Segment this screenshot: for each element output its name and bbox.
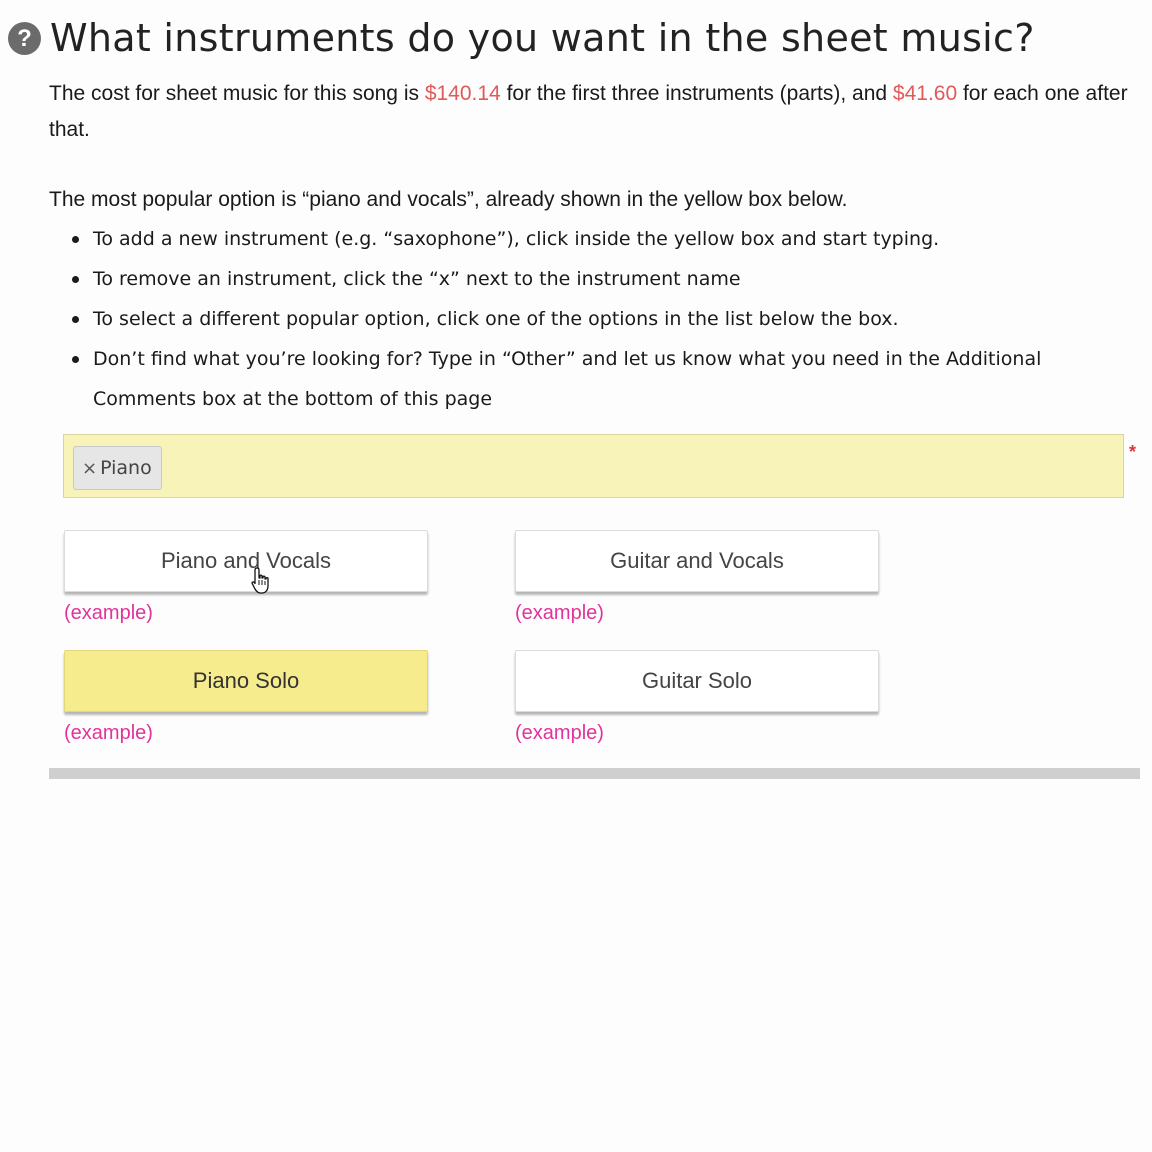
price-first-three: $140.14 <box>424 82 501 105</box>
instruction-list <box>70 219 1140 419</box>
section-divider <box>49 768 1140 779</box>
option-guitar-and-vocals-example-link[interactable]: (example) <box>515 602 604 624</box>
instruction-item: To select a different popular option, click one of the options in the list below the box. <box>70 299 1140 339</box>
help-icon[interactable]: ? <box>8 22 41 55</box>
required-marker: * <box>1129 442 1137 462</box>
popular-option-text: The most popular option is “piano and vocals”, already shown in the yellow box below. <box>49 188 848 211</box>
instruction-item: To remove an instrument, click the “x” next to the instrument name <box>70 259 1140 299</box>
pricing-text <box>49 76 1129 148</box>
price-each-additional: $41.60 <box>892 82 958 105</box>
option-piano-and-vocals-example-link[interactable]: (example) <box>64 602 153 624</box>
option-guitar-and-vocals-button[interactable]: Guitar and Vocals <box>515 530 879 592</box>
instrument-tag <box>73 446 162 490</box>
option-piano-solo-button[interactable]: Piano Solo <box>64 650 428 712</box>
question-title: What instruments do you want in the sheet music? <box>50 16 1035 60</box>
instrument-tag-input[interactable] <box>63 434 1124 498</box>
instruction-item: Don’t find what you’re looking for? Type in “Other” and let us know what you need in the Additional Comments box at the bottom of this page <box>70 339 1140 419</box>
option-guitar-solo-button[interactable]: Guitar Solo <box>515 650 879 712</box>
pricing-prefix: The cost for sheet music for this song is <box>49 82 425 105</box>
option-guitar-solo-example-link[interactable]: (example) <box>515 722 604 744</box>
instruction-item: To add a new instrument (e.g. “saxophone”), click inside the yellow box and start typing. <box>70 219 1140 259</box>
tag-remove-icon[interactable]: × <box>82 457 98 479</box>
option-piano-solo-example-link[interactable]: (example) <box>64 722 153 744</box>
pricing-suffix: for each one after that. <box>49 82 1128 141</box>
hand-pointer-cursor-icon <box>250 566 274 596</box>
pricing-middle: for the first three instruments (parts), and <box>500 82 893 105</box>
option-piano-and-vocals-button[interactable]: Piano and Vocals <box>64 530 428 592</box>
tag-label: Piano <box>100 457 152 479</box>
question-header <box>8 14 1035 62</box>
